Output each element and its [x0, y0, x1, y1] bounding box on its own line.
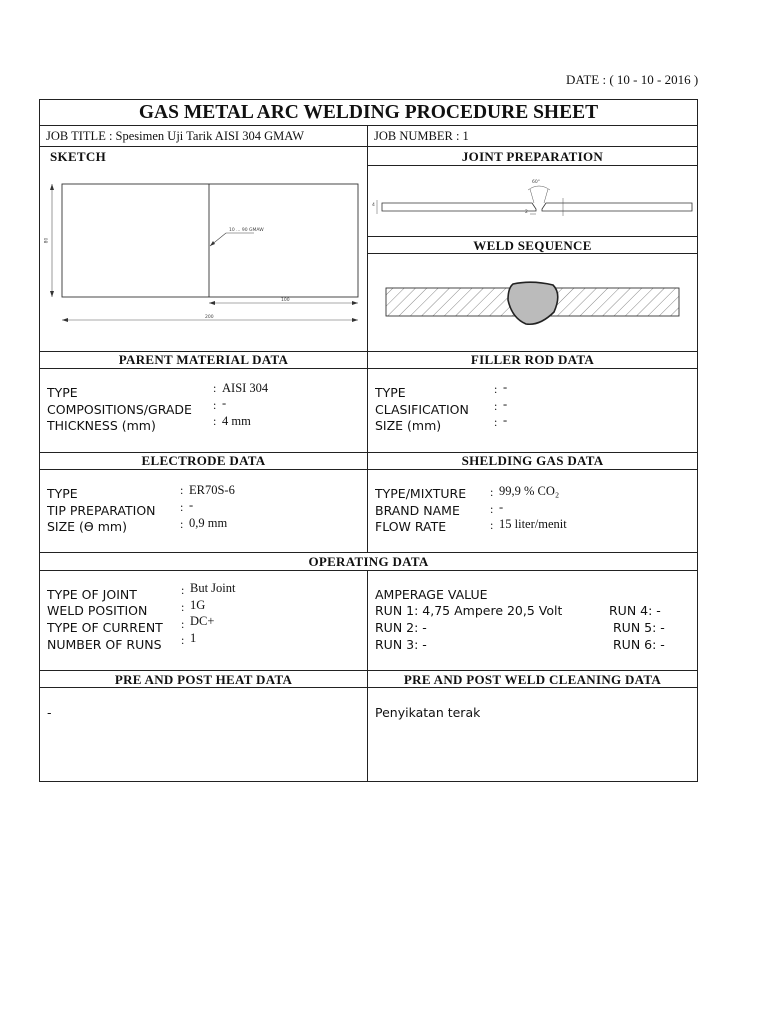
colon: :	[181, 617, 185, 631]
colon: :	[213, 414, 217, 428]
colon: :	[494, 382, 498, 396]
date-label: DATE : ( 10 - 10 - 2016 )	[566, 72, 699, 87]
colon: :	[213, 381, 217, 395]
colon: :	[180, 483, 184, 497]
gas-flow-label: FLOW RATE	[375, 519, 447, 534]
gas-type-label: TYPE/MIXTURE	[375, 486, 467, 501]
filler-rod-heading: FILLER ROD DATA	[470, 352, 595, 367]
parent-composition-label: COMPOSITIONS/GRADE	[47, 402, 192, 417]
colon: :	[490, 518, 494, 532]
amperage-heading: AMPERAGE VALUE	[375, 587, 488, 602]
electrode-heading: ELECTRODE DATA	[141, 453, 266, 468]
colon: :	[180, 500, 184, 514]
job-number: JOB NUMBER : 1	[374, 129, 469, 143]
sketch-dim-vertical: 80	[44, 237, 50, 244]
electrode-tip-label: TIP PREPARATION	[47, 503, 156, 518]
number-of-runs-value: 1	[190, 631, 197, 645]
colon: :	[181, 583, 185, 597]
gas-type-value: 99,9 % CO₂	[499, 484, 560, 498]
weld-sequence-drawing	[380, 278, 686, 330]
colon: :	[494, 415, 498, 429]
joint-prep-thickness: 4	[372, 203, 375, 208]
heat-value: -	[47, 705, 52, 720]
run-6: RUN 6: -	[613, 637, 665, 652]
run-2: RUN 2: -	[375, 620, 427, 635]
weld-sequence-heading: WELD SEQUENCE	[473, 238, 592, 253]
joint-prep-heading: JOINT PREPARATION	[461, 149, 604, 164]
current-type-label: TYPE OF CURRENT	[47, 620, 163, 635]
run-5: RUN 5: -	[613, 620, 665, 635]
weld-position-label: WELD POSITION	[47, 603, 148, 618]
current-type-value: DC+	[190, 614, 215, 628]
parent-type-label: TYPE	[47, 385, 78, 400]
electrode-type-label: TYPE	[47, 486, 78, 501]
sketch-drawing	[40, 170, 366, 340]
joint-prep-drawing	[370, 178, 696, 228]
operating-heading: OPERATING DATA	[308, 554, 429, 569]
colon: :	[490, 485, 494, 499]
gas-brand-label: BRAND NAME	[375, 503, 460, 518]
filler-type-value: -	[503, 380, 508, 394]
colon: :	[181, 600, 185, 614]
colon: :	[494, 399, 498, 413]
electrode-tip-value: -	[189, 498, 194, 512]
parent-material-heading: PARENT MATERIAL DATA	[118, 352, 289, 367]
weld-position-value: 1G	[190, 598, 206, 612]
parent-composition-value: -	[222, 396, 227, 410]
parent-type-value: AISI 304	[222, 381, 269, 395]
heat-heading: PRE AND POST HEAT DATA	[114, 672, 293, 687]
parent-thickness-label: THICKNESS (mm)	[47, 418, 156, 433]
colon: :	[181, 633, 185, 647]
filler-type-label: TYPE	[375, 385, 406, 400]
cleaning-value: Penyikatan terak	[375, 705, 481, 720]
joint-prep-gap: 2	[525, 210, 528, 215]
filler-classification-label: CLASIFICATION	[375, 402, 469, 417]
colon: :	[180, 517, 184, 531]
joint-type-value: But Joint	[190, 581, 236, 595]
cleaning-heading: PRE AND POST WELD CLEANING DATA	[403, 672, 662, 687]
colon: :	[490, 502, 494, 516]
sketch-dim-inner: 100	[281, 298, 290, 303]
page-title: GAS METAL ARC WELDING PROCEDURE SHEET	[138, 102, 599, 123]
joint-prep-angle: 60°	[532, 180, 540, 185]
run-3: RUN 3: -	[375, 637, 427, 652]
gas-flow-value: 15 liter/menit	[499, 517, 567, 531]
run-1: RUN 1: 4,75 Ampere 20,5 Volt	[375, 603, 563, 618]
electrode-size-value: 0,9 mm	[189, 516, 228, 530]
job-title: JOB TITLE : Spesimen Uji Tarik AISI 304 GMAW	[46, 129, 305, 143]
filler-size-value: -	[503, 413, 508, 427]
electrode-type-value: ER70S-6	[189, 483, 235, 497]
colon: :	[213, 398, 217, 412]
gas-brand-value: -	[499, 500, 504, 514]
run-4: RUN 4: -	[609, 603, 661, 618]
shielding-gas-heading: SHELDING GAS DATA	[461, 453, 604, 468]
sketch-dim-total: 200	[205, 315, 214, 320]
electrode-size-label: SIZE (ϴ mm)	[47, 519, 127, 534]
number-of-runs-label: NUMBER OF RUNS	[47, 637, 162, 652]
filler-classification-value: -	[503, 397, 508, 411]
parent-thickness-value: 4 mm	[222, 414, 251, 428]
filler-size-label: SIZE (mm)	[375, 418, 442, 433]
joint-type-label: TYPE OF JOINT	[47, 587, 137, 602]
sketch-weld-symbol-text: 10 ... 90 GMAW	[229, 228, 264, 233]
sketch-heading: SKETCH	[50, 149, 106, 164]
